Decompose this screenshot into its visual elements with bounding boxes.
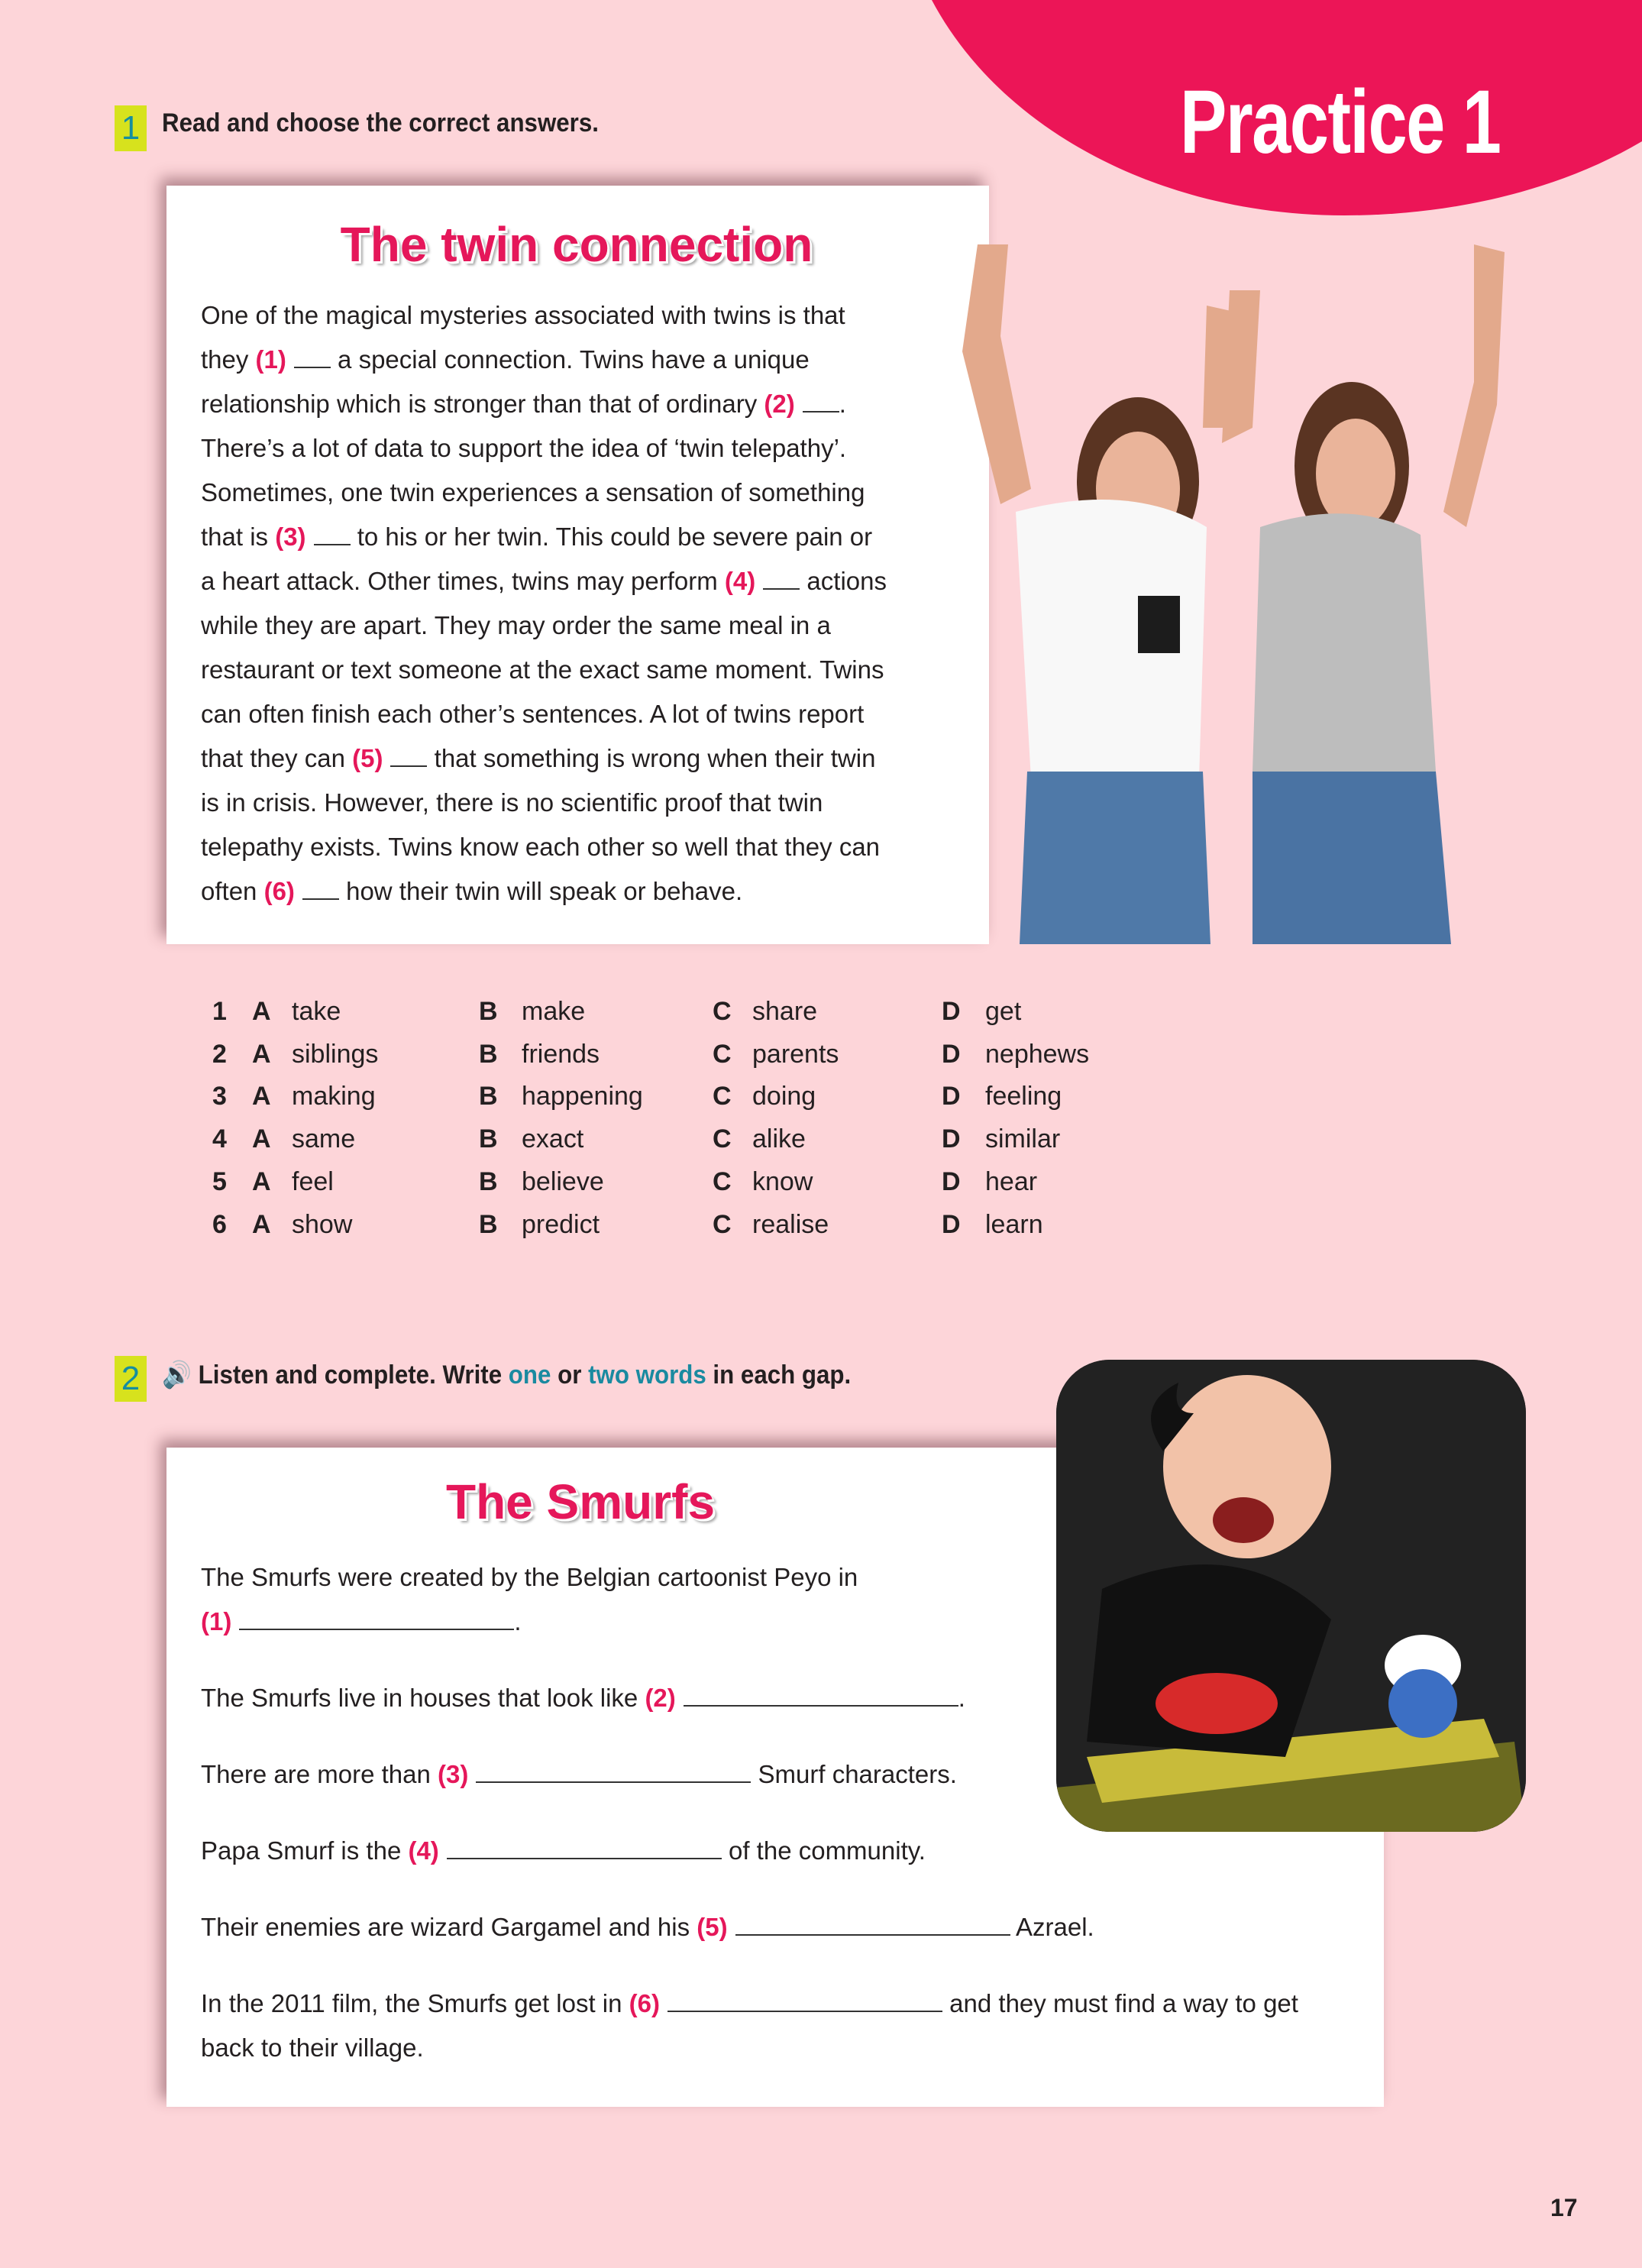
option-letter: A	[252, 997, 271, 1026]
option-letter: D	[942, 1166, 961, 1196]
text-segment: often	[201, 877, 264, 905]
page-title: Practice 1	[1180, 72, 1501, 173]
text-segment: Azrael.	[1010, 1913, 1094, 1941]
option-letter: D	[942, 1039, 961, 1069]
option-letter: A	[252, 1166, 271, 1196]
text-segment: is in crisis. However, there is no scientific proof that twin	[201, 788, 823, 817]
answer-gap[interactable]	[314, 544, 351, 545]
text-segment: restaurant or text someone at the exact same moment. Twins	[201, 655, 884, 684]
gap-number: (2)	[764, 390, 795, 418]
option-letter: C	[713, 1039, 732, 1069]
text-segment: relationship which is stronger than that of ordinary	[201, 390, 764, 418]
text-line	[201, 345, 810, 375]
text-title: The twin connection	[340, 217, 813, 272]
option-d[interactable]: get	[985, 997, 1022, 1026]
option-letter: A	[252, 1124, 271, 1154]
option-d[interactable]: hear	[985, 1166, 1038, 1196]
option-letter: A	[252, 1039, 271, 1069]
text-line	[201, 1759, 957, 1790]
text-segment: Smurf characters.	[751, 1760, 957, 1788]
page-number: 17	[1550, 2194, 1578, 2221]
gap-number: (6)	[629, 1989, 661, 2017]
option-d[interactable]: nephews	[985, 1039, 1090, 1069]
option-c[interactable]: doing	[752, 1082, 816, 1111]
question-number: 2	[212, 1039, 227, 1069]
exercise-number: 2	[115, 1356, 147, 1402]
text-segment: One of the magical mysteries associated with twins is that	[201, 301, 845, 329]
option-b[interactable]: friends	[522, 1039, 600, 1069]
exercise-instruction: 🔊 Listen and complete. Write one or two words in each gap.	[162, 1360, 852, 1390]
option-d[interactable]: similar	[985, 1124, 1061, 1154]
text-line	[201, 1836, 926, 1866]
answer-gap[interactable]	[390, 765, 427, 767]
option-a[interactable]: making	[292, 1082, 376, 1111]
text-title: The Smurfs	[445, 1474, 716, 1529]
option-c[interactable]: share	[752, 997, 818, 1026]
option-letter: B	[479, 1124, 498, 1154]
text-segment: that something is wrong when their twin	[427, 744, 876, 772]
answer-gap[interactable]	[735, 1934, 1010, 1936]
exercise-instruction: Read and choose the correct answers.	[162, 108, 599, 138]
text-line	[201, 300, 845, 331]
text-line	[201, 1606, 522, 1637]
text-line	[201, 1562, 858, 1593]
text-line	[201, 876, 742, 907]
text-segment: Their enemies are wizard Gargamel and his	[201, 1913, 697, 1941]
option-d[interactable]: feeling	[985, 1082, 1062, 1111]
option-c[interactable]: parents	[752, 1039, 839, 1069]
option-letter: C	[713, 1124, 732, 1154]
exercise-number: 1	[115, 105, 147, 151]
text-segment: back to their village.	[201, 2033, 424, 2062]
answer-gap[interactable]	[667, 2011, 942, 2012]
text-segment: that is	[201, 523, 276, 551]
answer-gap[interactable]	[302, 898, 339, 900]
text-segment: to his or her twin. This could be severe pain or	[350, 523, 873, 551]
text-line	[201, 832, 880, 862]
text-segment: that they can	[201, 744, 353, 772]
answer-gap[interactable]	[684, 1705, 958, 1707]
text-line	[201, 743, 875, 774]
text-segment: and they must find a way to get	[942, 1989, 1298, 2017]
option-letter: C	[713, 1209, 732, 1239]
option-b[interactable]: believe	[522, 1166, 604, 1196]
answer-gap[interactable]	[294, 367, 331, 368]
gap-number: (3)	[438, 1760, 469, 1788]
option-letter: C	[713, 1082, 732, 1111]
option-b[interactable]: predict	[522, 1209, 600, 1239]
question-number: 4	[212, 1124, 227, 1154]
text-line	[201, 433, 846, 464]
option-b[interactable]: make	[522, 997, 586, 1026]
gap-number: (4)	[724, 567, 756, 595]
gap-number: (3)	[275, 523, 306, 551]
option-c[interactable]: realise	[752, 1209, 829, 1239]
option-letter: B	[479, 997, 498, 1026]
gap-number: (4)	[408, 1836, 439, 1865]
answer-gap[interactable]	[763, 588, 800, 590]
gap-number: (6)	[263, 877, 295, 905]
option-letter: D	[942, 997, 961, 1026]
answer-gap[interactable]	[803, 411, 839, 413]
option-letter: C	[713, 997, 732, 1026]
option-letter: D	[942, 1082, 961, 1111]
question-number: 1	[212, 997, 227, 1026]
text-line	[201, 788, 823, 818]
option-letter: A	[252, 1209, 271, 1239]
text-segment: .	[839, 390, 846, 418]
text-line	[201, 2033, 424, 2063]
option-a[interactable]: same	[292, 1124, 356, 1154]
text-segment: Sometimes, one twin experiences a sensation of something	[201, 478, 865, 506]
text-line	[201, 655, 884, 685]
answer-gap[interactable]	[447, 1858, 722, 1859]
text-line	[201, 477, 865, 508]
option-letter: B	[479, 1209, 498, 1239]
audio-icon[interactable]: 🔊	[162, 1360, 192, 1390]
text-segment: The Smurfs were created by the Belgian cartoonist Peyo in	[201, 1563, 858, 1591]
text-line	[201, 1912, 1094, 1943]
text-segment: they	[201, 345, 256, 374]
text-segment: while they are apart. They may order the same meal in a	[201, 611, 831, 639]
gargamel-photo	[1056, 1360, 1526, 1832]
gap-number: (5)	[697, 1913, 728, 1941]
option-letter: A	[252, 1082, 271, 1111]
text-segment: Papa Smurf is the	[201, 1836, 409, 1865]
option-letter: D	[942, 1209, 961, 1239]
text-segment: a special connection. Twins have a unique	[330, 345, 810, 374]
text-line	[201, 1988, 1298, 2019]
text-segment: a heart attack. Other times, twins may perform	[201, 567, 725, 595]
option-letter: C	[713, 1166, 732, 1196]
text-line	[201, 522, 872, 552]
text-line	[201, 1683, 965, 1713]
reading-text-box	[166, 186, 989, 944]
option-a[interactable]: feel	[292, 1166, 334, 1196]
option-letter: B	[479, 1039, 498, 1069]
option-letter: B	[479, 1166, 498, 1196]
text-segment: In the 2011 film, the Smurfs get lost in	[201, 1989, 629, 2017]
question-number: 3	[212, 1082, 227, 1111]
text-line	[201, 389, 846, 419]
option-a[interactable]: show	[292, 1209, 353, 1239]
gap-number: (1)	[201, 1607, 232, 1635]
answer-gap[interactable]	[476, 1781, 751, 1783]
option-letter: D	[942, 1124, 961, 1154]
text-segment: .	[958, 1684, 965, 1712]
gap-number: (2)	[645, 1684, 676, 1712]
text-segment: how their twin will speak or behave.	[338, 877, 743, 905]
option-b[interactable]: exact	[522, 1124, 584, 1154]
twins-photo	[955, 222, 1527, 944]
text-line	[201, 699, 864, 730]
text-segment: of the community.	[721, 1836, 926, 1865]
option-c[interactable]: alike	[752, 1124, 806, 1154]
gap-number: (5)	[352, 744, 383, 772]
text-segment: There’s a lot of data to support the idea of ‘twin telepathy’.	[201, 434, 847, 462]
option-a[interactable]: siblings	[292, 1039, 379, 1069]
text-line	[201, 566, 887, 597]
option-a[interactable]: take	[292, 997, 341, 1026]
option-b[interactable]: happening	[522, 1082, 643, 1111]
option-d[interactable]: learn	[985, 1209, 1043, 1239]
text-segment: telepathy exists. Twins know each other so well that they can	[201, 833, 881, 861]
gap-number: (1)	[255, 345, 286, 374]
answer-gap[interactable]	[239, 1629, 514, 1630]
option-c[interactable]: know	[752, 1166, 813, 1196]
text-segment: There are more than	[201, 1760, 438, 1788]
option-letter: B	[479, 1082, 498, 1111]
question-number: 6	[212, 1209, 227, 1239]
text-segment: actions	[800, 567, 887, 595]
text-segment: .	[514, 1607, 522, 1635]
question-number: 5	[212, 1166, 227, 1196]
text-line	[201, 610, 831, 641]
text-segment: can often finish each other’s sentences. A lot of twins report	[201, 700, 865, 728]
text-segment: The Smurfs live in houses that look like	[201, 1684, 645, 1712]
